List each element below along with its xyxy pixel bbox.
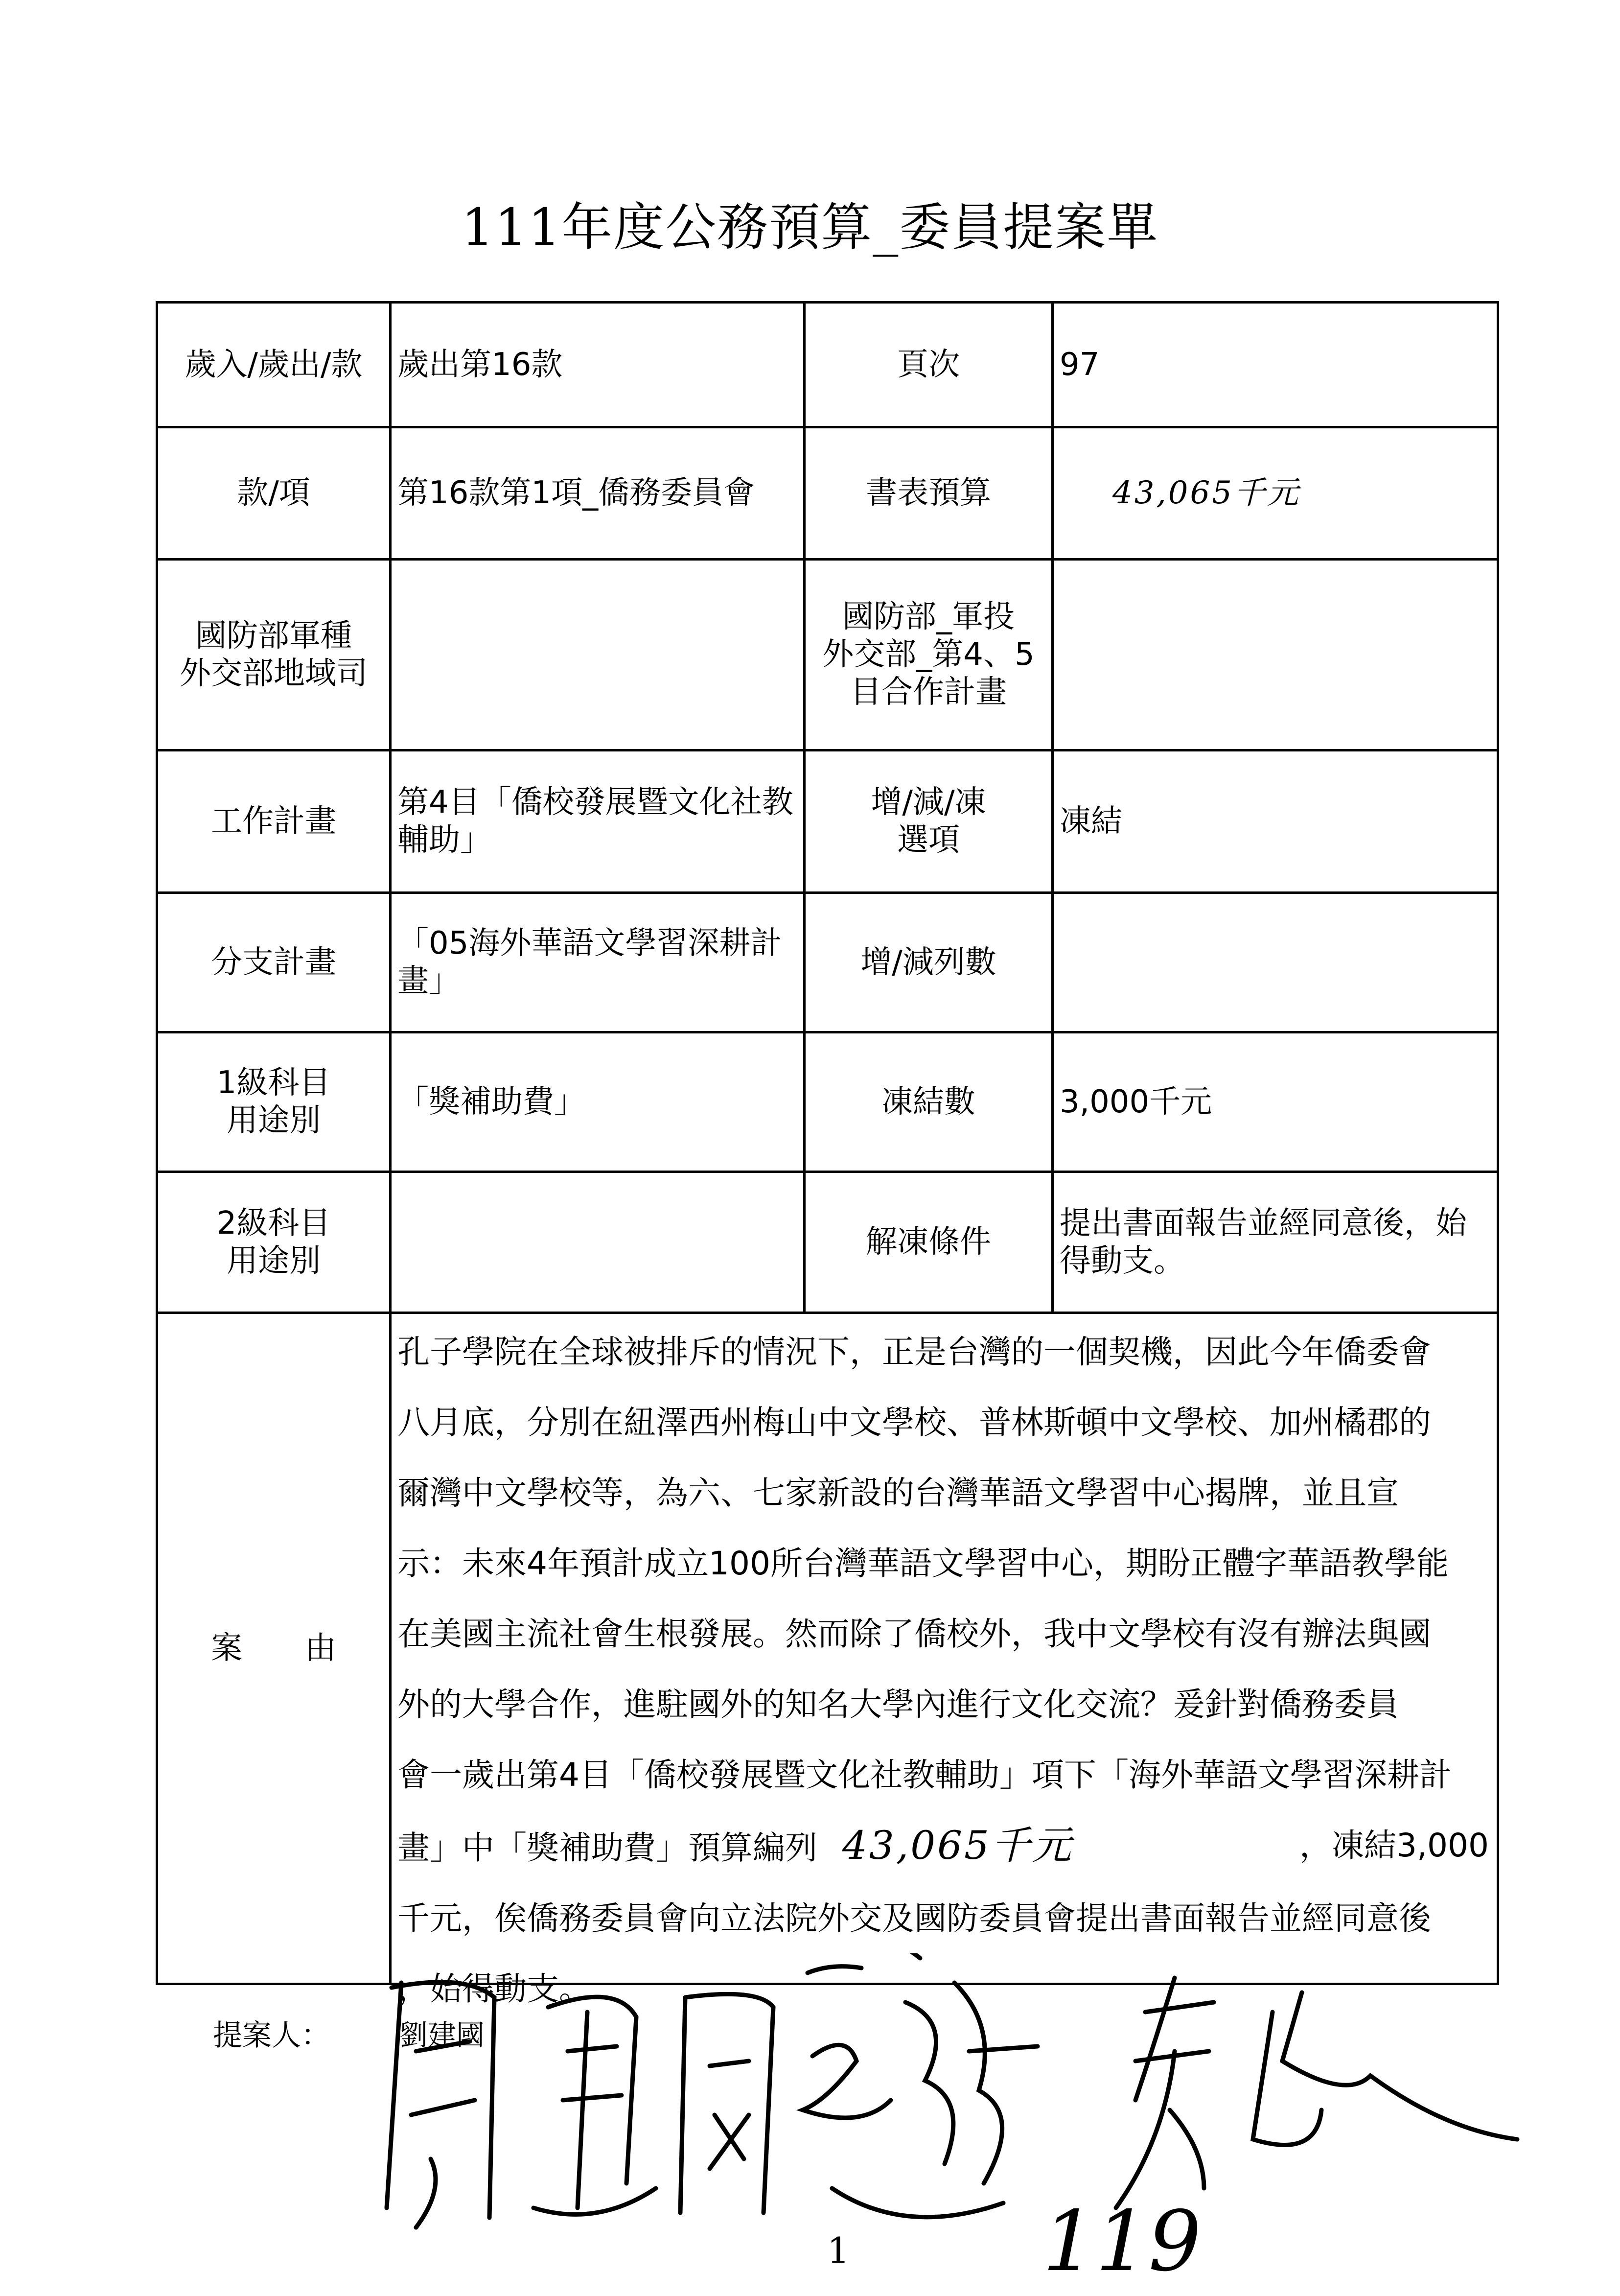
case-line-suffix: ，凍結3,000 xyxy=(1299,1827,1489,1864)
field-label: 增/減/凍 選項 xyxy=(805,750,1053,893)
field-value xyxy=(391,560,805,750)
case-line: 孔子學院在全球被排斥的情況下，正是台灣的一個契機，因此今年僑委會 xyxy=(397,1333,1431,1371)
field-value: 第4目「僑校發展暨文化社教輔助」 xyxy=(391,750,805,893)
field-label: 國防部_軍投 外交部_第4、5 目合作計畫 xyxy=(805,560,1053,750)
case-line xyxy=(397,1810,1489,1883)
field-value xyxy=(1053,560,1498,750)
case-line: 八月底，分別在紐澤西州梅山中文學校、普林斯頓中文學校、加州橘郡的 xyxy=(397,1404,1431,1441)
case-line: 外的大學合作，進駐國外的知名大學內進行文化交流？爰針對僑務委員 xyxy=(397,1686,1399,1723)
case-line: 爾灣中文學校等，為六、七家新設的台灣華語文學習中心揭牌，並且宣 xyxy=(397,1474,1399,1512)
field-label: 工作計畫 xyxy=(157,750,391,893)
table-row xyxy=(157,893,1498,1032)
field-value: 「05海外華語文學習深耕計畫」 xyxy=(391,893,805,1032)
field-value xyxy=(391,1172,805,1313)
table-row xyxy=(157,303,1498,427)
field-label: 國防部軍種 外交部地域司 xyxy=(157,560,391,750)
field-label: 增/減列數 xyxy=(805,893,1053,1032)
case-line: 在美國主流社會生根發展。然而除了僑校外，我中文學校有沒有辦法與國 xyxy=(397,1615,1431,1653)
handwritten-budget-amount: 43,065千元 xyxy=(842,1823,1073,1868)
table-row xyxy=(157,560,1498,750)
proposer-label: 提案人： xyxy=(213,2018,330,2053)
field-label: 款/項 xyxy=(157,427,391,560)
field-label: 2級科目 用途別 xyxy=(157,1172,391,1313)
case-line-prefix: 畫」中「獎補助費」預算編列 xyxy=(397,1829,817,1867)
field-value: 3,000千元 xyxy=(1053,1032,1498,1172)
case-label: 案 由 xyxy=(157,1313,391,1984)
field-label: 頁次 xyxy=(805,303,1053,427)
field-label: 書表預算 xyxy=(805,427,1053,560)
field-value: 歲出第16款 xyxy=(391,303,805,427)
handwritten-page-stamp: 119 xyxy=(1042,2193,1202,2290)
table-row xyxy=(157,750,1498,893)
case-line: 千元，俟僑務委員會向立法院外交及國防委員會提出書面報告並經同意後 xyxy=(397,1899,1431,1937)
table-row xyxy=(157,1032,1498,1172)
document-title: 111年度公務預算_委員提案單 xyxy=(461,197,1159,257)
case-line: ，始得動支。 xyxy=(397,1970,591,2008)
field-value: 凍結 xyxy=(1053,750,1498,893)
field-label: 凍結數 xyxy=(805,1032,1053,1172)
field-value: 「獎補助費」 xyxy=(391,1032,805,1172)
handwritten-budget-value: 43,065千元 xyxy=(1053,427,1498,560)
page-number: 1 xyxy=(827,2230,850,2271)
case-line: 示：未來4年預計成立100所台灣華語文學習中心，期盼正體字華語教學能 xyxy=(397,1545,1449,1582)
case-reason-text xyxy=(397,1317,1489,2024)
case-line: 會一歲出第4目「僑校發展暨文化社教輔助」項下「海外華語文學習深耕計 xyxy=(397,1756,1452,1794)
table-row xyxy=(157,1172,1498,1313)
field-value: 第16款第1項_僑務委員會 xyxy=(391,427,805,560)
field-label: 歲入/歲出/款 xyxy=(157,303,391,427)
proposer-name: 劉建國 xyxy=(399,2018,485,2052)
field-value xyxy=(1053,893,1498,1032)
field-value: 97 xyxy=(1053,303,1498,427)
field-value: 提出書面報告並經同意後，始得動支。 xyxy=(1053,1172,1498,1313)
field-label: 1級科目 用途別 xyxy=(157,1032,391,1172)
field-label: 解凍條件 xyxy=(805,1172,1053,1313)
field-label: 分支計畫 xyxy=(157,893,391,1032)
handwritten-signatures xyxy=(343,1953,1566,2296)
table-row xyxy=(157,427,1498,560)
